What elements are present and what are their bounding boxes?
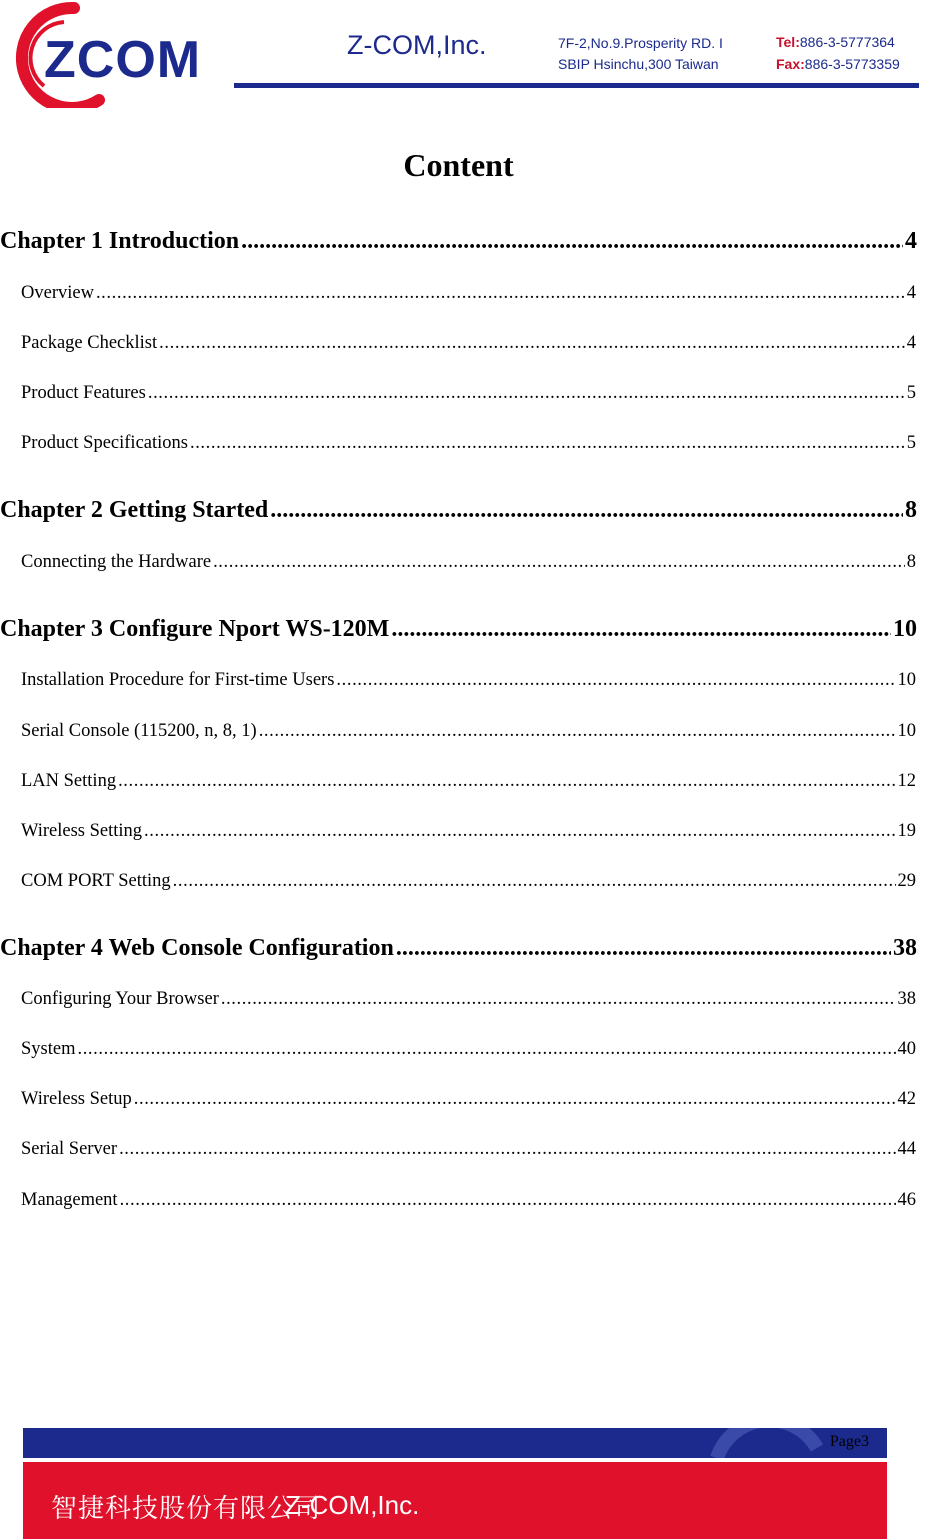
tel-line: Tel:886-3-5777364 bbox=[776, 34, 895, 50]
toc-entry-page-number: 10 bbox=[893, 616, 917, 642]
tel-number: 886-3-5777364 bbox=[799, 34, 895, 50]
toc-entry-page-number: 5 bbox=[906, 383, 916, 403]
tel-label: Tel bbox=[776, 34, 796, 50]
toc-entry-label: Chapter 2 Getting Started bbox=[0, 497, 269, 523]
toc-entry-label: Package Checklist bbox=[21, 333, 158, 353]
contact-numbers bbox=[776, 31, 900, 75]
toc-dot-leader bbox=[241, 228, 903, 255]
toc-section-entry[interactable] bbox=[21, 552, 916, 573]
toc-entry-page-number: 8 bbox=[906, 552, 916, 572]
toc-dot-leader bbox=[118, 771, 895, 792]
zcom-logo bbox=[4, 0, 234, 108]
toc-entry-label: LAN Setting bbox=[21, 771, 117, 791]
logo-wordmark: ZCOM bbox=[44, 31, 202, 89]
page-number: Page3 bbox=[829, 1433, 869, 1450]
toc-entry-label: Serial Console (115200, n, 8, 1) bbox=[21, 721, 257, 741]
toc-section-entry[interactable] bbox=[21, 989, 916, 1010]
toc-entry-page-number: 4 bbox=[906, 333, 916, 353]
toc-dot-leader bbox=[159, 333, 905, 354]
toc-dot-leader bbox=[336, 670, 895, 691]
toc-entry-label: Product Features bbox=[21, 383, 146, 403]
footer-brand-band bbox=[23, 1462, 887, 1539]
footer-bar bbox=[23, 1428, 887, 1458]
toc-dot-leader bbox=[134, 1089, 896, 1110]
toc-dot-leader bbox=[77, 1039, 895, 1060]
toc-entry-label: Product Specifications bbox=[21, 433, 188, 453]
toc-dot-leader bbox=[120, 1190, 896, 1211]
toc-dot-leader bbox=[396, 935, 891, 962]
toc-section-entry[interactable] bbox=[21, 871, 916, 892]
toc-entry-label: System bbox=[21, 1039, 76, 1059]
address-line-2: SBIP Hsinchu,300 Taiwan bbox=[558, 56, 719, 72]
toc-entry-page-number: 42 bbox=[897, 1089, 916, 1109]
fax-label: Fax bbox=[776, 56, 801, 72]
toc-entry-page-number: 19 bbox=[897, 821, 916, 841]
toc-section-entry[interactable] bbox=[21, 821, 916, 842]
toc-section-entry[interactable] bbox=[21, 721, 916, 742]
company-name: Z-COM,Inc. bbox=[347, 30, 487, 60]
header-divider bbox=[234, 83, 919, 88]
toc-entry-page-number: 8 bbox=[905, 497, 917, 523]
toc-entry-label: Wireless Setting bbox=[21, 821, 143, 841]
toc-entry-label: Wireless Setup bbox=[21, 1089, 132, 1109]
toc-entry-label: Installation Procedure for First-time Users bbox=[21, 670, 335, 690]
toc-entry-label: Overview bbox=[21, 283, 94, 303]
toc-entry-page-number: 38 bbox=[897, 989, 916, 1009]
toc-entry-label: Serial Server bbox=[21, 1139, 118, 1159]
toc-section-entry[interactable] bbox=[21, 1190, 916, 1211]
toc-dot-leader bbox=[270, 497, 903, 524]
page-header bbox=[0, 0, 927, 110]
address-line-1: 7F-2,No.9.Prosperity RD. I bbox=[558, 35, 723, 51]
toc-section-entry[interactable] bbox=[21, 1139, 916, 1160]
toc-entry-page-number: 10 bbox=[897, 670, 916, 690]
toc-section-entry[interactable] bbox=[21, 1039, 916, 1060]
company-address bbox=[558, 33, 723, 75]
fax-number: 886-3-5773359 bbox=[804, 56, 900, 72]
toc-dot-leader bbox=[391, 616, 891, 643]
toc-chapter-entry[interactable] bbox=[0, 497, 917, 524]
toc-section-entry[interactable] bbox=[21, 670, 916, 691]
toc-dot-leader bbox=[119, 1139, 895, 1160]
footer-company-english: Z-COM,Inc. bbox=[285, 1490, 420, 1520]
toc-dot-leader bbox=[213, 552, 905, 573]
toc-dot-leader bbox=[259, 721, 896, 742]
toc-dot-leader bbox=[144, 821, 895, 842]
toc-section-entry[interactable] bbox=[21, 433, 916, 454]
toc-chapter-entry[interactable] bbox=[0, 228, 917, 255]
toc-entry-page-number: 29 bbox=[897, 871, 916, 891]
page-title: Content bbox=[403, 147, 514, 183]
toc-section-entry[interactable] bbox=[21, 383, 916, 404]
toc-entry-label: Chapter 3 Configure Nport WS-120M bbox=[0, 616, 390, 642]
toc-chapter-entry[interactable] bbox=[0, 616, 917, 643]
toc-entry-page-number: 38 bbox=[893, 935, 917, 961]
toc-entry-label: COM PORT Setting bbox=[21, 871, 171, 891]
toc-entry-page-number: 5 bbox=[906, 433, 916, 453]
toc-chapter-entry[interactable] bbox=[0, 935, 917, 962]
toc-section-entry[interactable] bbox=[21, 1089, 916, 1110]
fax-line: Fax:886-3-5773359 bbox=[776, 56, 900, 72]
toc-section-entry[interactable] bbox=[21, 771, 916, 792]
toc-entry-page-number: 4 bbox=[905, 228, 917, 254]
toc-entry-label: Chapter 1 Introduction bbox=[0, 228, 240, 254]
toc-entry-page-number: 44 bbox=[897, 1139, 916, 1159]
toc-entry-page-number: 46 bbox=[897, 1190, 916, 1210]
toc-entry-page-number: 40 bbox=[897, 1039, 916, 1059]
toc-section-entry[interactable] bbox=[21, 283, 916, 304]
toc-entry-page-number: 4 bbox=[906, 283, 916, 303]
toc-dot-leader bbox=[173, 871, 896, 892]
toc-dot-leader bbox=[96, 283, 905, 304]
toc-entry-label: Connecting the Hardware bbox=[21, 552, 212, 572]
footer-swoosh-icon bbox=[707, 1428, 827, 1458]
toc-entry-label: Configuring Your Browser bbox=[21, 989, 219, 1009]
toc-dot-leader bbox=[221, 989, 896, 1010]
toc-entry-label: Chapter 4 Web Console Configuration bbox=[0, 935, 394, 961]
toc-entry-page-number: 12 bbox=[897, 771, 916, 791]
toc-entry-label: Management bbox=[21, 1190, 118, 1210]
toc-entry-page-number: 10 bbox=[897, 721, 916, 741]
footer-company-chinese: 智捷科技股份有限公司 bbox=[51, 1494, 322, 1524]
toc-dot-leader bbox=[190, 433, 905, 454]
toc-section-entry[interactable] bbox=[21, 333, 916, 354]
toc-dot-leader bbox=[148, 383, 905, 404]
